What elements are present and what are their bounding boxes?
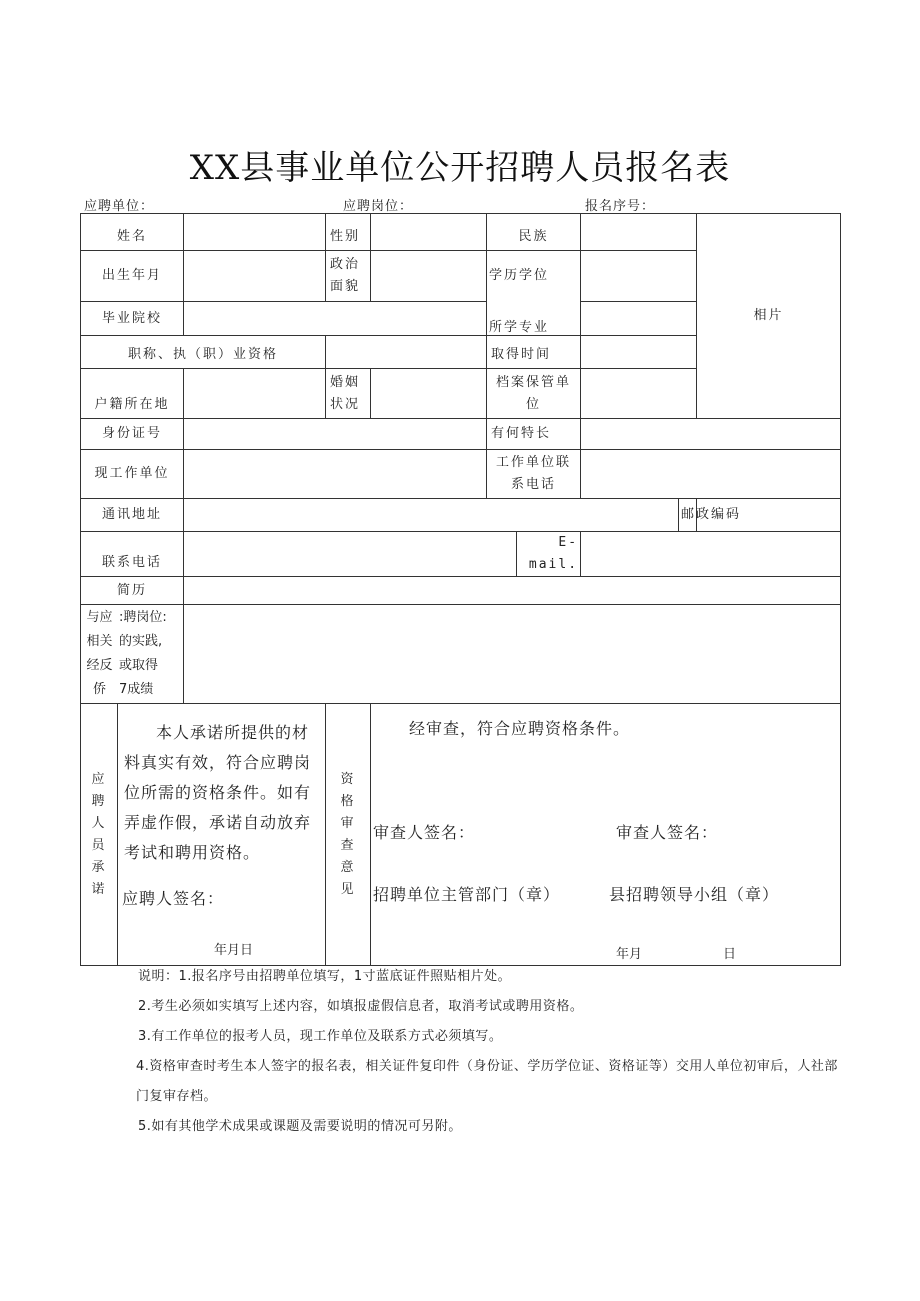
title-qualification-value[interactable] [326,336,487,369]
review-char-6: 见 [340,881,356,897]
reviewer-signature-2: 审查人签名： [616,823,719,842]
resume-label: 简历 [81,577,184,605]
school-label: 毕业院校 [81,302,184,336]
exp-left-1: 与应 [86,610,113,625]
work-unit-label: 现工作单位 [81,450,184,499]
marital-status-label [326,369,371,419]
address-value[interactable] [184,499,679,532]
specialty-label: 有何特长 [487,419,581,450]
notes-section [138,962,838,1142]
note-3: 3.有工作单位的报考人员，现工作单位及联系方式必须填写。 [138,1029,503,1044]
pledge-char-2: 聘 [91,793,107,809]
specialty-value[interactable] [581,419,841,450]
pledge-cell [118,704,326,966]
archive-unit-value[interactable] [581,369,697,419]
address-label: 通讯地址 [81,499,184,532]
major-value[interactable] [581,302,697,336]
exp-right-4: 7成绩 [119,682,154,697]
review-date-year-month: 年月 [616,947,643,962]
archive-unit-line2: 位 [526,396,542,412]
review-char-4: 查 [340,837,356,853]
ethnicity-value[interactable] [581,214,697,251]
review-char-1: 资 [340,771,356,787]
obtain-time-label: 取得时间 [487,336,581,369]
email-label [517,532,581,577]
work-phone-line1: 工作单位联 [496,455,572,470]
email-line1: E- [558,535,579,550]
exp-left-3: 经反 [86,658,113,673]
school-value[interactable] [184,302,487,336]
review-vertical-label [326,704,371,966]
registration-table [80,213,841,966]
archive-unit-label [487,369,581,419]
major-label: 所学专业 [489,320,550,335]
form-title: XX县事业单位公开招聘人员报名表 [189,148,731,188]
email-line2: mail. [528,557,579,572]
education-label: 学历学位 [489,268,550,283]
pledge-text: 本人承诺所提供的材料真实有效，符合应聘岗位所需的资格条件。如有弄虚作假，承诺自动放弃考试和聘用资格。 [124,723,312,862]
pledge-char-6: 诺 [91,881,107,897]
obtain-time-value[interactable] [581,336,697,369]
group-seal-label: 县招聘领导小组（章） [609,885,780,904]
archive-unit-line1: 档案保管单 [496,374,572,390]
id-number-label: 身份证号 [81,419,184,450]
name-label: 姓名 [81,214,184,251]
hukou-label: 户籍所在地 [81,369,184,419]
dept-seal-label: 招聘单位主管部门（章） [373,885,561,904]
marital-status-line1: 婚姻 [330,374,361,390]
pledge-signature-label: 应聘人签名： [122,889,225,908]
note-1: 说明：1.报名序号由招聘单位填写，1寸蓝底证件照贴相片处。 [138,969,512,984]
review-char-3: 审 [340,815,356,831]
experience-value[interactable] [184,605,841,704]
marital-status-line2: 状况 [330,396,361,412]
marital-status-value[interactable] [371,369,487,419]
postcode-label [679,499,742,532]
email-value[interactable] [581,532,841,577]
pledge-char-5: 承 [91,859,107,875]
gender-label: 性别 [326,214,371,251]
political-status-value[interactable] [371,251,487,302]
review-date-day: 日 [723,947,737,962]
review-text: 经审查，符合应聘资格条件。 [409,719,631,738]
pledge-char-3: 人 [91,815,107,831]
birth-label: 出生年月 [81,251,184,302]
reviewer-signature-1: 审查人签名： [373,823,476,842]
pledge-char-4: 员 [91,837,107,853]
review-cell [371,704,841,966]
ethnicity-label: 民族 [487,214,581,251]
political-status-line2: 面貌 [330,279,361,294]
note-5: 5.如有其他学术成果或课题及需要说明的情况可另附。 [138,1119,462,1134]
exp-right-2: 的实践, [119,634,163,649]
name-value[interactable] [184,214,326,251]
pledge-date: 年月日 [214,943,254,958]
review-char-5: 意 [340,859,356,875]
exp-left-4: 侨 [92,682,106,697]
work-unit-value[interactable] [184,450,487,499]
birth-value[interactable] [184,251,326,302]
resume-value[interactable] [184,577,841,605]
education-value[interactable] [581,251,697,302]
gender-value[interactable] [371,214,487,251]
hukou-value[interactable] [184,369,326,419]
phone-label: 联系电话 [81,532,184,577]
exp-right-3: 或取得 [119,658,159,673]
experience-label [81,605,184,704]
title-qualification-label: 职称、执（职）业资格 [81,336,326,369]
review-char-2: 格 [340,793,356,809]
work-phone-value[interactable] [581,450,841,499]
phone-value[interactable] [184,532,517,577]
serial-number-label: 报名序号： [585,199,656,214]
photo-cell[interactable]: 相片 [697,214,841,419]
note-4: 4.资格审查时考生本人签字的报名表，相关证件复印件（身份证、学历学位证、资格证等）交用人单位初审后，人社部门复审存档。 [136,1059,838,1104]
political-status-label [326,251,371,302]
pledge-char-1: 应 [91,771,107,787]
work-phone-label [487,450,581,499]
applying-position-label: 应聘岗位： [343,199,414,214]
id-number-value[interactable] [184,419,487,450]
note-2: 2.考生必须如实填写上述内容，如填报虚假信息者，取消考试或聘用资格。 [138,999,584,1014]
work-phone-line2: 系电话 [511,477,557,492]
education-major-labels [487,251,581,336]
exp-left-2: 相关 [86,634,113,649]
exp-right-1: :聘岗位: [119,610,167,625]
political-status-line1: 政治 [330,257,361,272]
pledge-vertical-label [81,704,118,966]
postcode-label-text: 邮政编码 [681,507,742,522]
applying-unit-label: 应聘单位： [84,199,155,214]
